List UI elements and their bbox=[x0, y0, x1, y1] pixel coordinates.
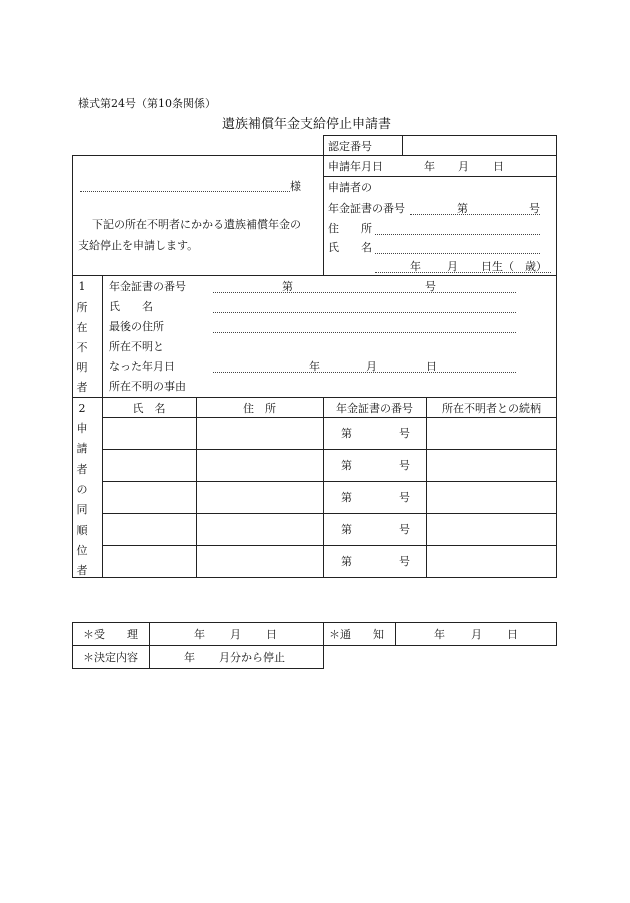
decision-year: 年 bbox=[184, 651, 195, 664]
section2-vchar: 申 bbox=[76, 422, 88, 435]
applicant-pension-label: 年金証書の番号 bbox=[328, 202, 405, 215]
missing-pension-label: 年金証書の番号 bbox=[109, 280, 186, 293]
birth-suffix: 日生（ 歳） bbox=[481, 260, 547, 273]
applicant-pension-field[interactable] bbox=[410, 200, 540, 214]
form-number: 様式第24号（第10条関係） bbox=[78, 97, 216, 110]
last-address-field[interactable] bbox=[213, 318, 516, 332]
missing-month: 月 bbox=[366, 360, 377, 373]
applicant-name-field[interactable] bbox=[375, 239, 540, 253]
birth-year: 年 bbox=[410, 260, 421, 273]
col-header-name: 氏 名 bbox=[132, 402, 166, 415]
missing-pension-dai: 第 bbox=[282, 280, 293, 293]
col-header-address: 住 所 bbox=[243, 402, 276, 415]
form-title: 遺族補償年金支給停止申請書 bbox=[222, 117, 392, 132]
row-relation-cell[interactable] bbox=[427, 450, 556, 480]
missing-name-field[interactable] bbox=[213, 298, 516, 312]
notice-year: 年 bbox=[434, 628, 445, 641]
apply-month: 月 bbox=[458, 160, 469, 173]
request-text-line2: 支給停止を申請します。 bbox=[78, 239, 199, 252]
row-name-cell[interactable] bbox=[103, 482, 195, 512]
received-year: 年 bbox=[194, 628, 205, 641]
section1-vchar: 所 bbox=[76, 301, 88, 314]
row-name-cell[interactable] bbox=[103, 450, 195, 480]
row-dai: 第 bbox=[341, 427, 352, 440]
notice-day: 日 bbox=[507, 628, 518, 641]
col-header-pension: 年金証書の番号 bbox=[336, 402, 413, 415]
section2-vchar: 者 bbox=[76, 564, 88, 577]
section1-vchar: 不 bbox=[76, 341, 88, 354]
applicant-pension-dai: 第 bbox=[457, 202, 468, 215]
row-relation-cell[interactable] bbox=[427, 514, 556, 544]
missing-name-label: 氏 名 bbox=[109, 300, 153, 313]
row-relation-cell[interactable] bbox=[427, 546, 556, 577]
missing-date-label-1: 所在不明と bbox=[109, 340, 164, 353]
missing-date-label-2: なった年月日 bbox=[109, 360, 175, 373]
row-dai: 第 bbox=[341, 459, 352, 472]
row-address-cell[interactable] bbox=[197, 482, 322, 512]
section2-vchar: 請 bbox=[76, 442, 88, 455]
missing-year: 年 bbox=[309, 360, 320, 373]
applicant-address-field[interactable] bbox=[375, 220, 540, 234]
missing-day: 日 bbox=[426, 360, 437, 373]
section2-number: 2 bbox=[78, 402, 86, 415]
row-name-cell[interactable] bbox=[103, 546, 195, 577]
cert-number-label: 認定番号 bbox=[328, 140, 372, 153]
row-dai: 第 bbox=[341, 523, 352, 536]
received-day: 日 bbox=[266, 628, 277, 641]
row-address-cell[interactable] bbox=[197, 450, 322, 480]
notice-label: ＊通 知 bbox=[329, 628, 384, 641]
row-name-cell[interactable] bbox=[103, 514, 195, 544]
row-relation-cell[interactable] bbox=[427, 418, 556, 448]
row-go: 号 bbox=[399, 491, 410, 504]
missing-pension-field[interactable] bbox=[213, 278, 516, 292]
section2-vchar: 順 bbox=[76, 524, 88, 537]
applicant-address-label: 住 所 bbox=[328, 222, 372, 235]
row-dai: 第 bbox=[341, 491, 352, 504]
notice-month: 月 bbox=[471, 628, 482, 641]
decision-text: 月分から停止 bbox=[219, 651, 285, 664]
section2-vchar: の bbox=[76, 483, 88, 496]
apply-year: 年 bbox=[424, 160, 435, 173]
request-text-line1: 下記の所在不明者にかかる遺族補償年金の bbox=[92, 218, 301, 231]
sama-label: 様 bbox=[290, 180, 301, 193]
applicant-pension-go: 号 bbox=[529, 202, 540, 215]
received-label: ＊受 理 bbox=[83, 628, 138, 641]
section1-number: 1 bbox=[78, 280, 86, 293]
received-month: 月 bbox=[230, 628, 241, 641]
addressee-field[interactable] bbox=[80, 178, 290, 191]
apply-day: 日 bbox=[493, 160, 504, 173]
row-address-cell[interactable] bbox=[197, 514, 322, 544]
section2-vchar: 者 bbox=[76, 463, 88, 476]
row-go: 号 bbox=[399, 427, 410, 440]
col-header-relation: 所在不明者との続柄 bbox=[442, 402, 541, 415]
row-go: 号 bbox=[399, 555, 410, 568]
missing-reason-label: 所在不明の事由 bbox=[109, 380, 186, 393]
section1-vchar: 在 bbox=[76, 321, 88, 334]
header-frame bbox=[72, 155, 557, 276]
section2-vchar: 同 bbox=[76, 503, 88, 516]
applicant-name-label: 氏 名 bbox=[328, 241, 372, 254]
missing-pension-go: 号 bbox=[425, 280, 436, 293]
row-name-cell[interactable] bbox=[103, 418, 195, 448]
cert-number-field[interactable] bbox=[403, 136, 556, 155]
missing-date-field[interactable] bbox=[213, 358, 516, 372]
row-go: 号 bbox=[399, 523, 410, 536]
row-go: 号 bbox=[399, 459, 410, 472]
section1-vchar: 明 bbox=[76, 361, 88, 374]
row-dai: 第 bbox=[341, 555, 352, 568]
last-address-label: 最後の住所 bbox=[109, 320, 164, 333]
decision-label: ＊決定内容 bbox=[83, 651, 138, 664]
row-relation-cell[interactable] bbox=[427, 482, 556, 512]
row-address-cell[interactable] bbox=[197, 546, 322, 577]
applicant-label: 申請者の bbox=[328, 181, 372, 194]
section1-vchar: 者 bbox=[76, 381, 88, 394]
row-address-cell[interactable] bbox=[197, 418, 322, 448]
apply-date-label: 申請年月日 bbox=[328, 160, 383, 173]
birth-month: 月 bbox=[447, 260, 458, 273]
section2-vchar: 位 bbox=[76, 544, 88, 557]
